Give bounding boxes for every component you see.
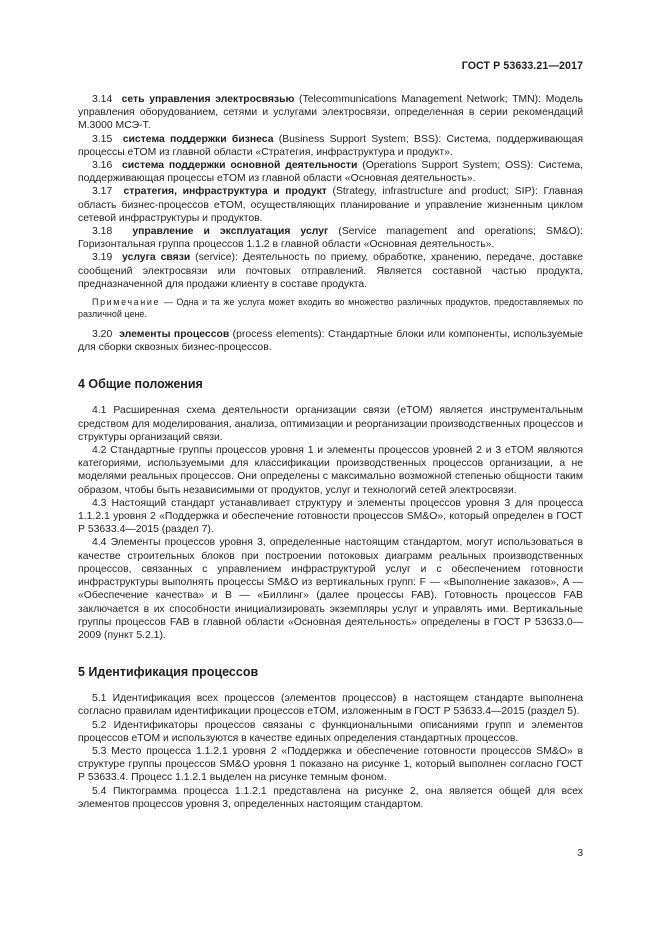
document-body [78,93,583,811]
paragraph-5-2: 5.2 Идентификаторы процессов связаны с функциональными описаниями групп и элементов процессов eTOM и используются в качестве единых определения стандартных процессов. [78,719,583,744]
term-3-17: 3.17 стратегия, инфраструктура и продукт (Strategy, infrastructure and product; SIP): Главная область бизнес-процессов eTOM, осуществляющих планирование и управление жизненным циклом сетевой инфраструктуры и продуктов. [78,186,584,224]
term-3-16: 3.16 система поддержки основной деятельности (Operations Support System; OSS): Система, поддерживающая процессы eTOM из главной области «Основная деятельность». [78,160,583,185]
paragraph-4-2: 4.2 Стандартные группы процессов уровня 1 и элементы процессов уровней 2 и 3 eTOM являются категориями, используемыми для классификации производственных процессов организации, а не моделями реальных процессов. Они определены с максимально возможной степенью общности таким образом, чтобы быть независимыми от продуктов, услуг и технологий сетей электросвязи. [78,445,583,496]
paragraph-5-1: 5.1 Идентификация всех процессов (элементов процессов) в настоящем стандарте выполнена согласно правилам идентификации процессов eTOM, изложенным в ГОСТ Р 53633.4—2015 (раздел 5). [78,693,583,718]
term-name: управление и эксплуатация услуг [132,226,329,238]
paragraph-4-3: 4.3 Настоящий стандарт устанавливает структуру и элементы процессов уровня 3 для процесса 1.1.2.1 уровня 2 «Поддержка и обеспечение готовности процессов SM&O», который определен в ГОСТ Р 53633.4—2015 (раздел 7). [78,497,583,536]
document-header: ГОСТ Р 53633.21—2017 [461,60,583,72]
section-5-heading: 5 Идентификация процессов [78,665,259,680]
term-name: элементы процессов [119,329,230,341]
term-3-15: 3.15 система поддержки бизнеса (Business Support System; BSS): Система, поддерживающая процессы eTOM из главной области «Стратегия, инфраструктура и продукт». [78,133,583,158]
section-4-heading: 4 Общие положения [78,377,203,392]
term-name: услуга связи [122,252,191,264]
paragraph-5-3: 5.3 Место процесса 1.1.2.1 уровня 2 «Поддержка и обеспечение готовности процессов SM&O» в структуре группы процессов SM&O уровня 1 показано на рисунке 1, который выполнен согласно ГОСТ Р 53633.4. Процесс 1.1.2.1 выделен на рисунке темным фоном. [78,745,583,784]
page-number: 3 [577,848,583,859]
term-name: стратегия, инфраструктура и продукт [123,186,327,198]
paragraph-5-4: 5.4 Пиктограмма процесса 1.1.2.1 представлена на рисунке 2, она является общей для всех элементов процессов уровня 3, определенных настоящим стандартом. [78,785,583,810]
note: Примечание — Одна и та же услуга может входить во множество различных продуктов, предоставляемых по различной цене. [78,297,583,320]
term-name: сеть управления электросвязью [121,94,295,105]
paragraph-4-1: 4.1 Расширенная схема деятельности организации связи (eTOM) является инструментальным средством для моделирования, анализа, оптимизации и реорганизации производственных процессов и структуры организаций связи. [78,405,583,443]
term-3-19: 3.19 услуга связи (service): Деятельность по приему, обработке, хранению, передаче, доставке сообщений электросвязи или почтовых отправлений. Является составной частью продукта, предназначенной для продажи клиенту в составе продукта. [78,252,583,290]
note-label: Примечание [92,297,161,308]
term-3-18: 3.18 управление и эксплуатация услуг (Service management and operations; SM&O): Горизонтальная группа процессов 1.1.2 в главной области «Основная деятельность». [78,226,584,251]
term-3-20: 3.20 элементы процессов (process elements): Стандартные блоки или компоненты, используемые для сборки сквозных бизнес-процессов. [78,329,583,354]
term-name: система поддержки основной деятельности [122,160,358,172]
term-name: система поддержки бизнеса [122,133,274,145]
term-3-14: 3.14 сеть управления электросвязью (Telecommunications Management Network; TMN): Модель управления оборудованием, сетями и услугами электросвязи, определенная в серии рекомендаций М.3000 МСЭ-Т. [78,94,583,132]
paragraph-4-4: 4.4 Элементы процессов уровня 3, определенные настоящим стандартом, могут использоваться в качестве строительных блоков при построении потоковых диаграмм реальных производственных процессов, связанных с управлением инфраструктурой услуг и с обеспечением готовности инфраструктуры выполнять процессы SM&O из вертикальных групп: F — «Выполнение заказов», A — «Обеспечение качества» и B — «Биллинг» (далее процессы FAB). Готовность процессов FAB заключается в их способности инициализировать экземпляры услуг и управлять ими. Вертикальные группы процессов FAB в главной области «Основная деятельность» определены в ГОСТ Р 53633.0—2009 (пункт 5.2.1). [78,537,583,641]
